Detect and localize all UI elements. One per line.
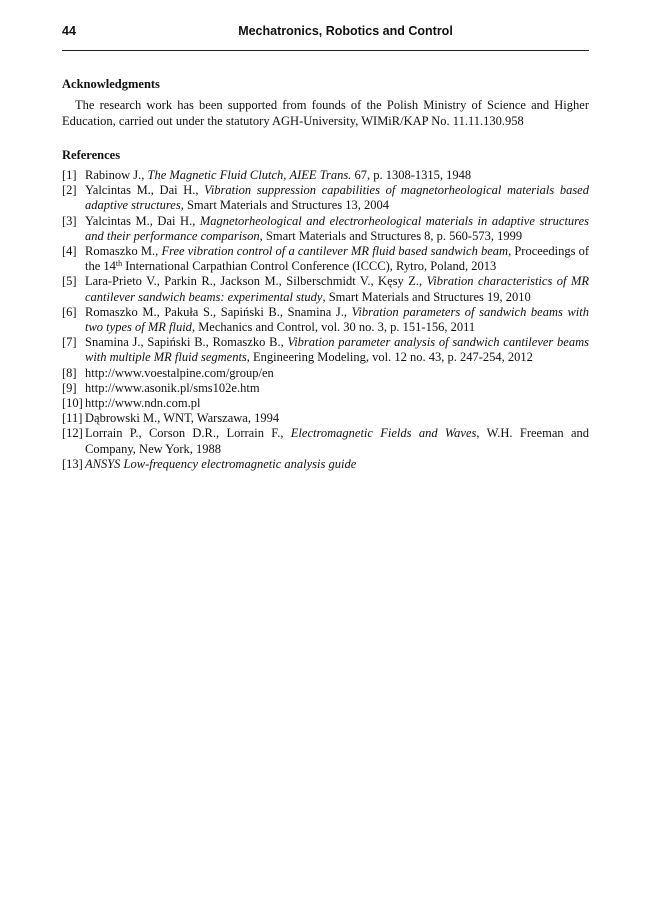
reference-number: [11] <box>62 411 83 426</box>
reference-details: , Smart Materials and Structures 8, p. 560-573, 1999 <box>259 228 523 243</box>
reference-number: [2] <box>62 183 77 198</box>
header-rule <box>62 50 589 51</box>
reference-number: [6] <box>62 304 77 319</box>
reference-item <box>62 396 589 411</box>
reference-number: [13] <box>62 456 83 471</box>
reference-text <box>85 366 589 381</box>
reference-title: ANSYS Low-frequency electromagnetic analysis guide <box>85 456 357 471</box>
reference-number: [8] <box>62 365 77 380</box>
reference-title: Magnetorheological and electrorheological materials in adaptive structures and their performance comparison <box>85 213 589 243</box>
reference-item <box>62 381 589 396</box>
reference-item <box>62 214 589 244</box>
reference-number: [1] <box>62 168 77 182</box>
reference-text <box>85 305 589 335</box>
reference-text <box>85 335 589 365</box>
reference-item <box>62 305 589 335</box>
reference-details: , Proceedings of the 14 <box>85 244 590 274</box>
reference-details: , Engineering Modeling, vol. 12 no. 43, p. 247-254, 2012 <box>246 350 533 365</box>
reference-item <box>62 366 589 381</box>
reference-number: [7] <box>62 335 77 350</box>
reference-details: , W.H. Freeman and Company, New York, 1988 <box>85 426 589 456</box>
reference-journal: AIEE Trans. <box>289 168 352 182</box>
reference-authors: Snamina J., Sapiński B., Romaszko B., <box>85 335 288 350</box>
page-number: 44 <box>62 24 76 38</box>
reference-number: [5] <box>62 274 77 289</box>
reference-authors: Dąbrowski M., WNT, Warszawa, 1994 <box>85 411 280 426</box>
reference-url: http://www.voestalpine.com/group/en <box>85 365 274 380</box>
references-heading: References <box>62 148 121 162</box>
reference-authors: Romaszko M., <box>85 244 162 259</box>
reference-number: [9] <box>62 380 77 395</box>
reference-separator: , <box>283 168 290 182</box>
reference-details: , Smart Materials and Structures 19, 2010 <box>322 289 531 304</box>
ordinal-suffix: th <box>115 259 123 269</box>
reference-list <box>62 168 589 472</box>
reference-text <box>85 214 589 244</box>
reference-text <box>85 381 589 396</box>
reference-item <box>62 274 589 304</box>
reference-title: Vibration suppression capabilities of magnetorheological materials based adaptive structures <box>85 183 589 213</box>
reference-text <box>85 411 589 426</box>
reference-text <box>85 396 589 411</box>
reference-url: http://www.asonik.pl/sms102e.htm <box>85 380 260 395</box>
reference-item <box>62 457 589 472</box>
reference-details: 67, p. 1308-1315, 1948 <box>351 168 472 182</box>
journal-title: Mechatronics, Robotics and Control <box>238 24 453 38</box>
running-header <box>62 22 589 42</box>
reference-number: [3] <box>62 213 77 228</box>
reference-authors: Yalcintas M., Dai H., <box>85 213 200 228</box>
reference-text <box>85 274 589 304</box>
reference-number: [10] <box>62 396 83 411</box>
reference-item <box>62 168 589 183</box>
reference-text <box>85 457 589 472</box>
reference-details-continued: International Carpathian Control Conference (ICCC), Rytro, Poland, 2013 <box>122 259 497 274</box>
reference-text <box>85 168 589 183</box>
reference-authors: Yalcintas M., Dai H., <box>85 183 205 198</box>
reference-title: Electromagnetic Fields and Waves <box>290 426 477 441</box>
acknowledgments-heading: Acknowledgments <box>62 77 160 91</box>
reference-title: Vibration parameter analysis of sandwich cantilever beams with multiple MR fluid segments <box>85 335 589 365</box>
reference-authors: Romaszko M., Pakuła S., Sapiński B., Snamina J., <box>85 304 352 319</box>
reference-item <box>62 335 589 365</box>
reference-title: Free vibration control of a cantilever MR fluid based sandwich beam <box>161 244 509 259</box>
reference-text <box>85 244 589 274</box>
acknowledgments-text: The research work has been supported from founds of the Polish Ministry of Science and Higher Education, carried out under the statutory AGH-University, WIMiR/KAP No. 11.11.130.958 <box>62 98 589 128</box>
reference-details: , Mechanics and Control, vol. 30 no. 3, p. 151-156, 2011 <box>191 320 476 335</box>
reference-details: , Smart Materials and Structures 13, 2004 <box>180 198 389 213</box>
reference-title: Vibration characteristics of MR cantilever sandwich beams: experimental study <box>85 274 589 304</box>
reference-item <box>62 411 589 426</box>
reference-authors: Lara-Prieto V., Parkin R., Jackson M., Silberschmidt V., Kęsy Z., <box>85 274 427 289</box>
reference-item <box>62 183 589 213</box>
reference-authors: Rabinow J., <box>85 168 148 182</box>
reference-text <box>85 426 589 456</box>
reference-url: http://www.ndn.com.pl <box>85 396 201 411</box>
reference-title: The Magnetic Fluid Clutch <box>147 168 284 182</box>
reference-number: [12] <box>62 426 83 441</box>
reference-text <box>85 183 589 213</box>
reference-item <box>62 244 589 274</box>
reference-authors: Lorrain P., Corson D.R., Lorrain F., <box>85 426 291 441</box>
reference-item <box>62 426 589 456</box>
reference-number: [4] <box>62 244 77 259</box>
reference-title: Vibration parameters of sandwich beams with two types of MR fluid <box>85 304 589 335</box>
